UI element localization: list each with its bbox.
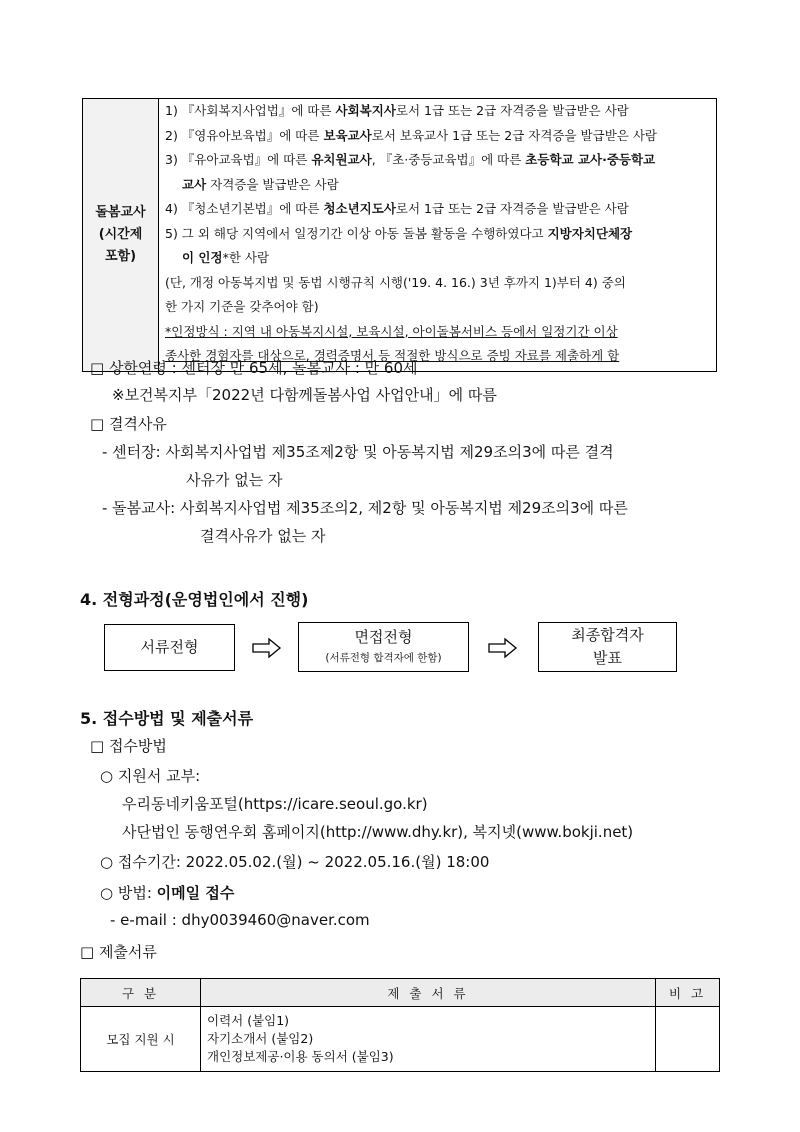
form-site-1: 우리동네키움포털(https://icare.seoul.go.kr) <box>122 795 428 813</box>
qual-note-3: *인정방식 : 지역 내 아동복지시설, 보육시설, 아이돌봄서비스 등에서 일정기간 이상 <box>165 323 618 339</box>
table-row <box>81 1007 720 1072</box>
role-line-3: 포함) <box>104 248 137 264</box>
list-item: 개인정보제공·이용 동의서 (붙임3) <box>207 1049 394 1064</box>
flow-step-document: 서류전형 <box>104 624 235 671</box>
header-remarks: 비 고 <box>656 979 720 1007</box>
flow-step-final: 최종합격자 발표 <box>538 622 677 672</box>
disqualification-teacher: - 돌봄교사: 사회복지사업법 제35조의2, 제2항 및 아동복지법 제29조의3에 따른 <box>102 499 628 517</box>
role-line-1: 돌봄교사 <box>95 204 146 220</box>
list-item: 이력서 (붙임1) <box>207 1013 290 1028</box>
row-category: 모집 지원 시 <box>81 1007 201 1072</box>
form-site-2: 사단법인 동행연우회 홈페이지(http://www.dhy.kr), 복지넷(www.bokji.net) <box>122 823 634 841</box>
flow-step-interview: 면접전형 (서류전형 합격자에 한함) <box>298 622 469 672</box>
qual-item-2: 2) 『영유아보육법』에 따른 보육교사로서 보육교사 1급 또는 2급 자격증을 발급받은 사람 <box>165 127 657 143</box>
qual-note-2: 한 가지 기준을 갖추어야 함) <box>165 299 319 314</box>
header-category: 구 분 <box>81 979 201 1007</box>
section-5-heading: 5. 접수방법 및 제출서류 <box>80 709 254 728</box>
disqualification-director: - 센터장: 사회복지사업법 제35조제2항 및 아동복지법 제29조의3에 따른 결격 <box>102 443 614 461</box>
qual-note-4: 종사한 경험자를 대상으로, 경력증명서 등 적절한 방식으로 증빙 자료를 제출하게 함 <box>165 348 620 363</box>
qual-item-3-cont: 교사 자격증을 발급받은 사람 <box>182 176 339 192</box>
arrow-right-icon <box>252 637 282 659</box>
documents-table <box>80 978 720 1072</box>
qualification-table <box>82 98 717 372</box>
qual-item-5-cont: 이 인정*한 사람 <box>182 250 270 265</box>
documents-title: □ 제출서류 <box>80 943 157 961</box>
disqualification-director-cont: 사유가 없는 자 <box>186 471 283 489</box>
age-limit: □ 상한연령 : 센터장 만 65세, 돌봄교사 : 만 60세 <box>90 359 418 377</box>
age-note: ※보건복지부「2022년 다함께돌봄사업 사업안내」에 따름 <box>112 386 497 404</box>
role-line-2: (시간제 <box>98 226 143 242</box>
documents-header-row <box>81 979 720 1007</box>
disqualification-title: □ 결격사유 <box>90 415 167 433</box>
header-documents: 제 출 서 류 <box>201 979 656 1007</box>
disqualification-teacher-cont: 결격사유가 없는 자 <box>200 527 326 545</box>
section-4-heading: 4. 전형과정(운영법인에서 진행) <box>80 590 309 609</box>
form-distribution: ○ 지원서 교부: <box>100 767 201 785</box>
qual-item-4: 4) 『청소년기본법』에 따른 청소년지도사로서 1급 또는 2급 자격증을 발급받은 사람 <box>165 201 629 216</box>
qualification-items <box>159 99 717 372</box>
arrow-right-icon <box>488 637 518 659</box>
qual-note-1: (단, 개정 아동복지법 및 동법 시행규칙 시행('19. 4. 16.) 3년 후까지 1)부터 4) 중의 <box>165 274 626 290</box>
qual-item-1: 1) 『사회복지사업법』에 따른 사회복지사로서 1급 또는 2급 자격증을 발급받은 사람 <box>165 103 629 118</box>
list-item: 자기소개서 (붙임2) <box>207 1031 314 1046</box>
role-cell <box>83 99 159 372</box>
application-period: ○ 접수기간: 2022.05.02.(월) ~ 2022.05.16.(월) 18:00 <box>100 853 490 871</box>
row-documents <box>201 1007 656 1072</box>
qual-item-3: 3) 『유아교육법』에 따른 유치원교사, 『초·중등교육법』에 따른 초등학교 교사·중등학교 <box>165 152 656 167</box>
row-remarks <box>656 1007 720 1072</box>
qual-item-5: 5) 그 외 해당 지역에서 일정기간 이상 아동 돌봄 활동을 수행하였다고 지방자치단체장 <box>165 225 633 241</box>
application-method: ○ 방법: 이메일 접수 <box>100 884 235 902</box>
apply-method-title: □ 접수방법 <box>90 737 167 755</box>
contact-email: - e-mail : dhy0039460@naver.com <box>110 911 370 929</box>
